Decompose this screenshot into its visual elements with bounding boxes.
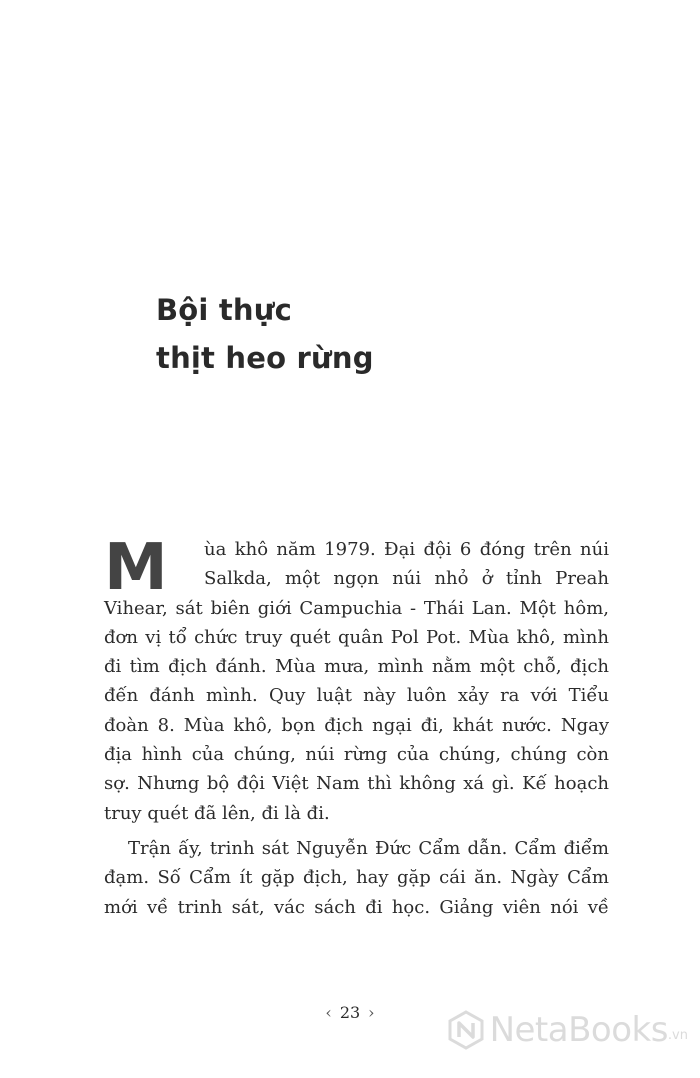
- drop-cap: M: [104, 531, 168, 605]
- chapter-title: [156, 286, 374, 382]
- paragraph-1-line: Vihear, sát biên giới Campuchia - Thái Lan. Một hôm,: [104, 597, 609, 619]
- page-number-left-bracket-icon: ‹: [325, 1003, 332, 1022]
- chapter-title-line-2: thịt heo rừng: [156, 341, 374, 375]
- chapter-title-line-1: Bội thực: [156, 293, 293, 327]
- watermark-suffix: .vn: [667, 1028, 688, 1043]
- paragraph-1-line: truy quét đã lên, đi là đi.: [104, 802, 330, 824]
- paragraph-1-line: Salkda, một ngọn núi nhỏ ở tỉnh Preah: [204, 568, 609, 590]
- watermark-text: NetaBooks: [489, 1010, 668, 1050]
- page-number-right-bracket-icon: ›: [368, 1003, 375, 1022]
- paragraph-1-line: đoàn 8. Mùa khô, bọn địch ngại đi, khát nước. Ngay: [104, 714, 609, 736]
- paragraph-1-line: đến đánh mình. Quy luật này luôn xảy ra với Tiểu: [104, 685, 609, 707]
- paragraph-2-line: mới về trinh sát, vác sách đi học. Giảng viên nói về: [104, 896, 609, 918]
- paragraph-1-line: địa hình của chúng, núi rừng của chúng, chúng còn: [104, 744, 609, 766]
- paragraph-1-line: sợ. Nhưng bộ đội Việt Nam thì không xá gì. Kế hoạch: [104, 773, 609, 795]
- page-number-value: 23: [339, 1003, 361, 1022]
- paragraph-2-line: đạm. Số Cẩm ít gặp địch, hay gặp cái ăn. Ngày Cẩm: [104, 867, 609, 889]
- paragraph-2-line: Trận ấy, trinh sát Nguyễn Đức Cẩm dẫn. Cẩm điểm: [128, 837, 609, 859]
- paragraph-1-line: đi tìm địch đánh. Mùa mưa, mình nằm một chỗ, địch: [104, 656, 609, 678]
- body-text: [104, 531, 609, 922]
- paragraph-1-line: ùa khô năm 1979. Đại đội 6 đóng trên núi: [204, 539, 609, 560]
- netabooks-logo-icon: [446, 1010, 486, 1050]
- paragraph-1-line: đơn vị tổ chức truy quét quân Pol Pot. Mùa khô, mình: [104, 626, 609, 648]
- watermark: [446, 1010, 688, 1050]
